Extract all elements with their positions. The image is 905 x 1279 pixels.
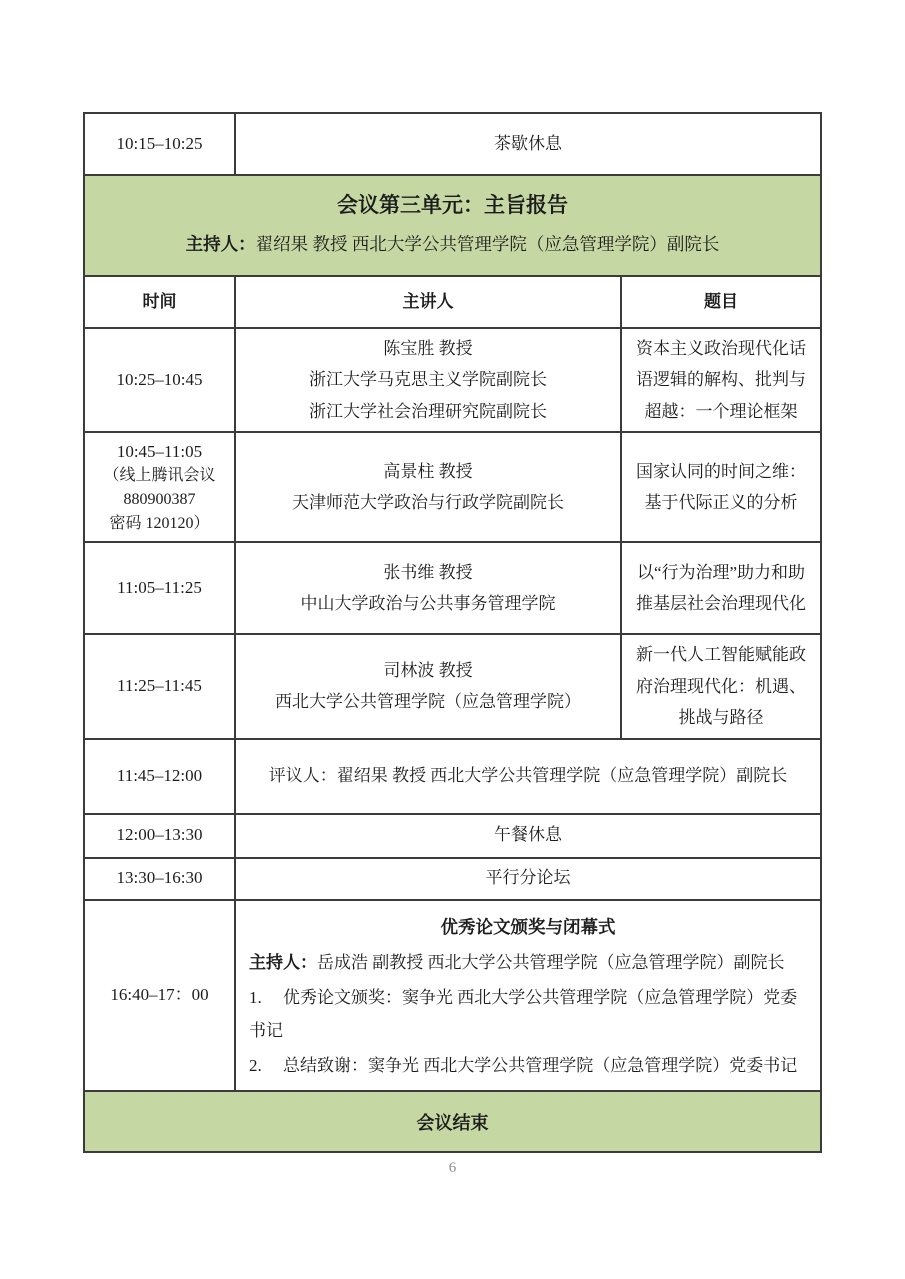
host-label: 主持人： xyxy=(249,952,317,972)
speaker-affiliation: 中山大学政治与公共事务管理学院 xyxy=(300,594,556,614)
time-cell: 11:05–11:25 xyxy=(117,578,202,598)
speaker-cell xyxy=(234,543,620,633)
closing-host-line xyxy=(249,946,807,979)
event-cell: 平行分论坛 xyxy=(234,859,820,899)
speaker-cell xyxy=(234,329,620,431)
table-row xyxy=(85,899,820,1091)
topic-cell xyxy=(620,433,820,541)
item-text: 总结致谢：窦争光 西北大学公共管理学院（应急管理学院）党委书记 xyxy=(283,1056,798,1076)
speaker-name: 高景柱 教授 xyxy=(383,461,473,481)
table-row xyxy=(85,114,820,174)
conference-end-band: 会议结束 xyxy=(85,1090,820,1151)
speaker-affiliation: 天津师范大学政治与行政学院副院长 xyxy=(292,493,564,513)
unit-host-line xyxy=(95,231,810,256)
meeting-password: 密码 120120） xyxy=(109,515,210,533)
speaker-affiliation: 西北大学公共管理学院（应急管理学院） xyxy=(275,692,581,712)
host-label: 主持人： xyxy=(185,233,256,254)
event-cell: 午餐休息 xyxy=(234,815,820,857)
page-number: 6 xyxy=(448,1160,457,1176)
table-row xyxy=(85,541,820,633)
time-cell xyxy=(85,433,234,541)
speaker-name: 司林波 教授 xyxy=(383,661,473,681)
column-header-speaker: 主讲人 xyxy=(234,277,620,327)
event-cell: 茶歇休息 xyxy=(234,114,820,174)
item-number: 1. xyxy=(249,988,262,1008)
table-row xyxy=(85,857,820,899)
topic-cell xyxy=(620,329,820,431)
table-row xyxy=(85,431,820,541)
time-cell: 10:25–10:45 xyxy=(116,369,203,389)
schedule-table xyxy=(83,112,822,1153)
topic-cell xyxy=(620,543,820,633)
closing-title: 优秀论文颁奖与闭幕式 xyxy=(440,916,616,937)
table-row xyxy=(85,813,820,857)
table-row xyxy=(85,327,820,431)
time-cell: 10:15–10:25 xyxy=(116,133,203,153)
speaker-affiliation: 浙江大学马克思主义学院副院长 xyxy=(309,370,547,390)
topic-text: 国家认同的时间之维：基于代际正义的分析 xyxy=(636,461,806,513)
meeting-info: （线上腾讯会议 xyxy=(103,467,216,485)
time-cell: 16:40–17：00 xyxy=(110,985,209,1005)
time-range: 10:45–11:05 xyxy=(116,441,203,461)
column-header-time: 时间 xyxy=(142,291,177,311)
host-text: 翟绍果 教授 西北大学公共管理学院（应急管理学院）副院长 xyxy=(255,233,720,254)
item-text: 优秀论文颁奖：窦争光 西北大学公共管理学院（应急管理学院）党委书记 xyxy=(249,988,798,1041)
closing-cell xyxy=(234,901,820,1091)
item-number: 2. xyxy=(249,1056,262,1076)
time-cell: 11:25–11:45 xyxy=(117,676,202,696)
column-header-topic: 题目 xyxy=(620,277,820,327)
unit-header-band xyxy=(85,174,820,275)
column-header-row xyxy=(85,275,820,327)
host-text: 岳成浩 副教授 西北大学公共管理学院（应急管理学院）副院长 xyxy=(317,952,785,972)
speaker-cell xyxy=(234,433,620,541)
closing-item xyxy=(249,1049,807,1082)
time-cell: 12:00–13:30 xyxy=(116,825,203,845)
speaker-affiliation: 浙江大学社会治理研究院副院长 xyxy=(309,401,547,421)
speaker-name: 陈宝胜 教授 xyxy=(383,339,473,358)
time-cell: 11:45–12:00 xyxy=(116,765,203,785)
topic-text: 以“行为治理”助力和助推基层社会治理现代化 xyxy=(636,562,806,614)
table-row xyxy=(85,738,820,813)
topic-text: 新一代人工智能赋能政府治理现代化：机遇、挑战与路径 xyxy=(636,645,806,728)
meeting-id: 880900387 xyxy=(123,491,196,509)
time-cell: 13:30–16:30 xyxy=(116,868,203,888)
topic-cell xyxy=(620,635,820,737)
speaker-cell xyxy=(234,635,620,737)
speaker-name: 张书维 教授 xyxy=(383,562,473,582)
table-row xyxy=(85,633,820,737)
unit-title: 会议第三单元：主旨报告 xyxy=(337,193,568,217)
discussant-cell: 评议人：翟绍果 教授 西北大学公共管理学院（应急管理学院）副院长 xyxy=(234,740,820,813)
topic-text: 资本主义政治现代化话语逻辑的解构、批判与超越：一个理论框架 xyxy=(636,339,806,421)
closing-item xyxy=(249,981,807,1047)
